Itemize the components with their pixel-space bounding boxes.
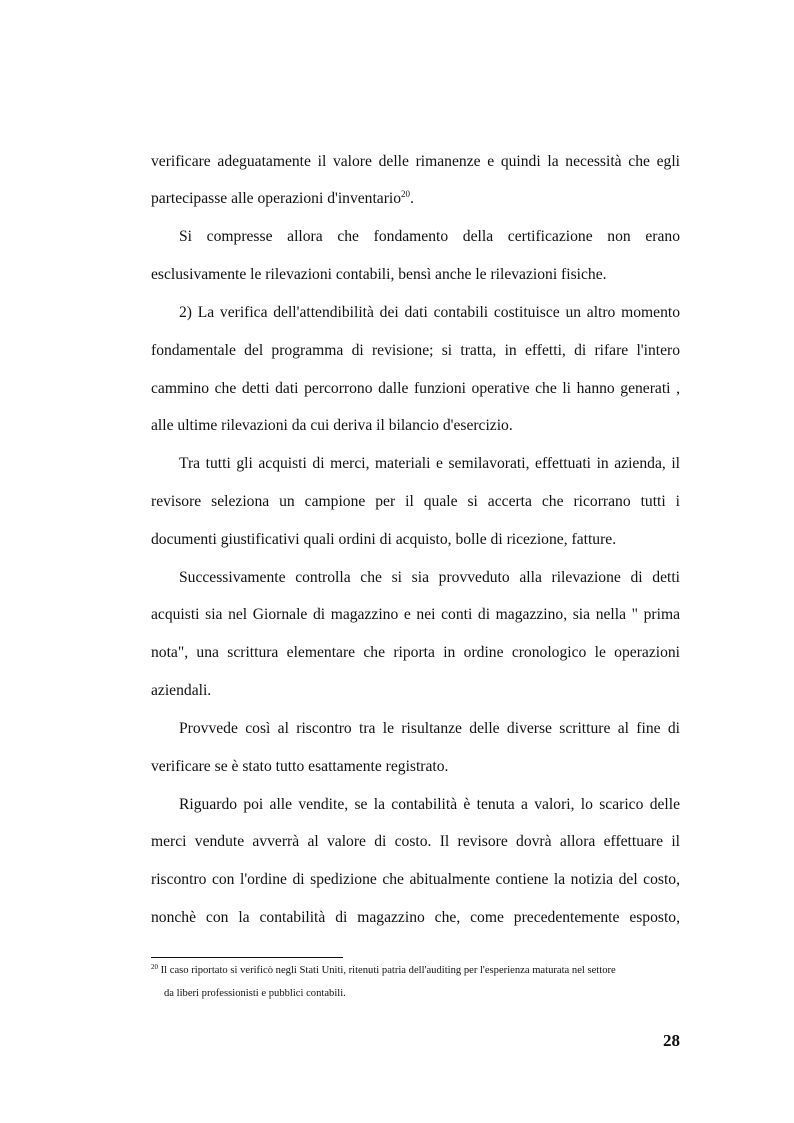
body-line-13: acquisti sia nel Giornale di magazzino e nei conti di magazzino, sia nella " prima (151, 606, 680, 623)
body-line-6: fondamentale del programma di revisione; si tratta, in effetti, di rifare l'intero (151, 342, 680, 359)
body-line-21: nonchè con la contabilità di magazzino che, come precedentemente esposto, (151, 909, 680, 926)
footnote-line-2: da liberi professionisti e pubblici contabili. (164, 988, 346, 999)
body-line-3: Si compresse allora che fondamento della certificazione non erano (179, 228, 680, 245)
body-line-8: alle ultime rilevazioni da cui deriva il bilancio d'esercizio. (151, 417, 513, 434)
body-line-11: documenti giustificativi quali ordini di acquisto, bolle di ricezione, fatture. (151, 531, 617, 548)
body-line-19: merci vendute avverrà al valore di costo. Il revisore dovrà allora effettuare il (151, 833, 680, 850)
body-line-18: Riguardo poi alle vendite, se la contabilità è tenuta a valori, lo scarico delle (179, 796, 680, 813)
footnote-reference[interactable]: 20 (401, 189, 411, 199)
body-line-10: revisore seleziona un campione per il quale si accerta che ricorrano tutti i (151, 493, 680, 510)
body-line-9: Tra tutti gli acquisti di merci, materiali e semilavorati, effettuati in azienda, il (179, 455, 680, 472)
footnote-separator (151, 957, 343, 958)
body-line-1: verificare adeguatamente il valore delle rimanenze e quindi la necessità che egli (151, 153, 680, 170)
footnote-line-1 (151, 964, 680, 978)
body-line-7: cammino che detti dati percorrono dalle funzioni operative che li hanno generati , (151, 380, 680, 397)
body-line-17: verificare se è stato tutto esattamente registrato. (151, 758, 449, 775)
body-line-2 (151, 189, 680, 209)
page-number: 28 (663, 1031, 680, 1050)
body-line-20: riscontro con l'ordine di spedizione che abitualmente contiene la notizia del costo, (151, 871, 680, 888)
footnote-text-1: Il caso riportato si verificò negli Stati Uniti, ritenuti patria dell'auditing per l'esperienza maturata nel settore (158, 965, 616, 976)
body-line-16: Provvede così al riscontro tra le risultanze delle diverse scritture al fine di (179, 720, 680, 737)
body-line-2-trailing: . (410, 190, 414, 207)
body-line-4: esclusivamente le rilevazioni contabili, bensì anche le rilevazioni fisiche. (151, 266, 607, 283)
body-line-14: nota", una scrittura elementare che riporta in ordine cronologico le operazioni (151, 644, 680, 661)
body-line-15: aziendali. (151, 682, 212, 699)
body-line-12: Successivamente controlla che si sia provveduto alla rilevazione di detti (179, 569, 680, 586)
body-line-5: 2) La verifica dell'attendibilità dei dati contabili costituisce un altro momento (179, 304, 680, 321)
footnote-number: 20 (151, 963, 158, 971)
body-line-2-text: partecipasse alle operazioni d'inventario (151, 190, 402, 207)
